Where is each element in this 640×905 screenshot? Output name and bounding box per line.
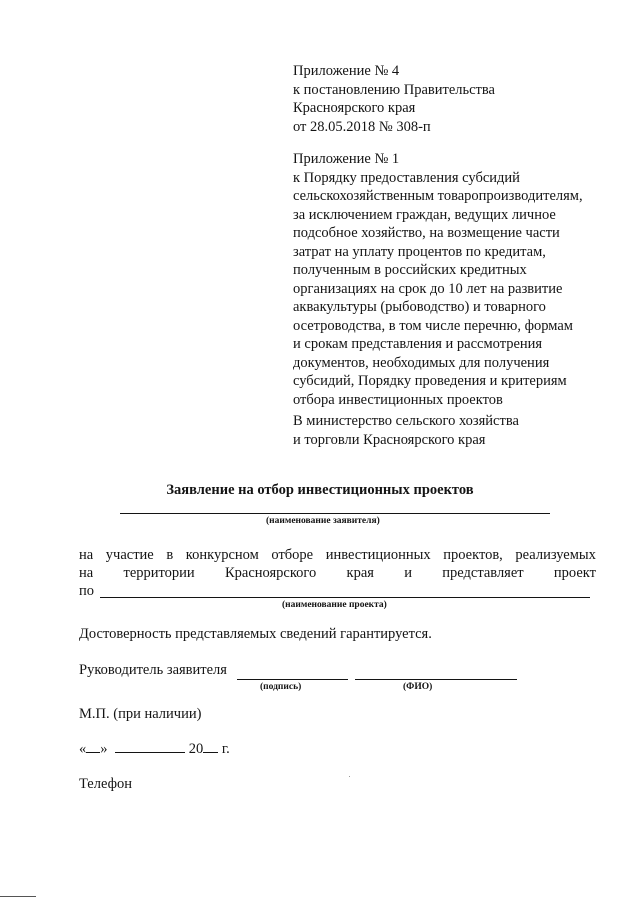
date-day-field[interactable] <box>86 740 100 753</box>
paragraph-word: участие <box>105 547 154 563</box>
date-year-prefix: 20 <box>188 741 204 757</box>
paragraph-word: представляет <box>442 565 524 581</box>
paragraph-word: на <box>79 565 94 581</box>
paragraph-line-1 <box>79 547 596 564</box>
appendix-4-line: Приложение № 4 <box>293 63 400 79</box>
paragraph-word: территории <box>123 565 195 581</box>
appendix-1-line: за исключением граждан, ведущих личное <box>293 206 556 223</box>
project-name-field[interactable] <box>100 597 590 598</box>
head-label: Руководитель заявителя <box>79 662 227 678</box>
appendix-4-line: от 28.05.2018 № 308-п <box>293 118 431 135</box>
date-close-quote: » <box>100 741 108 757</box>
paragraph-line-2 <box>79 565 596 582</box>
appendix-1-line: сельскохозяйственным товаропроизводителям, <box>293 188 583 204</box>
scan-edge-mark <box>0 896 36 897</box>
date-open-quote: « <box>79 741 87 757</box>
paragraph-word: в <box>166 547 174 563</box>
addressee-line: В министерство сельского хозяйства <box>293 413 519 429</box>
paragraph-word: Красноярского <box>224 565 317 581</box>
appendix-1-line: документов, необходимых для получения <box>293 354 550 371</box>
paragraph-word: отборе <box>271 547 314 563</box>
appendix-1-line: полученным в российских кредитных <box>293 262 527 278</box>
appendix-1-line: подсобное хозяйство, на возмещение части <box>293 225 560 241</box>
addressee-line: и торговли Красноярского края <box>293 431 486 448</box>
paragraph-word: проект <box>553 565 596 581</box>
appendix-1-line: к Порядку предоставления субсидий <box>293 169 520 186</box>
paragraph-word: конкурсном <box>185 547 259 563</box>
reliability-statement: Достоверность представляемых сведений гарантируется. <box>79 626 432 642</box>
paragraph-word: на <box>79 547 94 563</box>
form-title: Заявление на отбор инвестиционных проектов <box>166 482 474 498</box>
appendix-1-line: осетроводства, в том числе перечню, формам <box>293 317 573 334</box>
appendix-4-line: к постановлению Правительства <box>293 81 495 98</box>
paragraph-word: и <box>404 565 412 581</box>
appendix-1-line: субсидий, Порядку проведения и критериям <box>293 373 567 389</box>
date-year-suffix: г. <box>221 741 230 757</box>
fio-field[interactable] <box>355 679 517 680</box>
appendix-1-line: отбора инвестиционных проектов <box>293 391 503 408</box>
appendix-1-header <box>293 150 583 409</box>
paragraph-word: реализуемых <box>515 547 596 563</box>
signature-field[interactable] <box>237 679 348 680</box>
appendix-4-line: Красноярского края <box>293 100 416 116</box>
appendix-1-line: Приложение № 1 <box>293 151 400 167</box>
appendix-1-line: затрат на уплату процентов по кредитам, <box>293 243 546 260</box>
paragraph-word: края <box>346 565 374 581</box>
paragraph-word: инвестиционных <box>325 547 431 563</box>
applicant-caption: (наименование заявителя) <box>266 516 380 526</box>
appendix-1-line: и срокам представления и рассмотрения <box>293 336 543 352</box>
signature-caption: (подпись) <box>260 682 302 692</box>
appendix-4-header <box>293 62 495 136</box>
date-line <box>79 740 230 758</box>
stamp-label: М.П. (при наличии) <box>79 706 202 722</box>
fio-caption: (ФИО) <box>403 682 433 692</box>
paragraph-word: проектов, <box>443 547 503 563</box>
date-year-field[interactable] <box>203 740 218 753</box>
phone-label: Телефон <box>79 776 132 792</box>
scan-speck <box>349 776 350 777</box>
project-caption: (наименование проекта) <box>282 600 387 610</box>
date-month-field[interactable] <box>115 740 185 753</box>
paragraph-line-3-prefix: по <box>79 583 95 599</box>
applicant-name-field[interactable] <box>120 513 550 514</box>
appendix-1-line: организациях на срок до 10 лет на развитие <box>293 280 563 297</box>
appendix-1-line: аквакультуры (рыбоводство) и товарного <box>293 299 546 315</box>
addressee-block <box>293 412 519 449</box>
